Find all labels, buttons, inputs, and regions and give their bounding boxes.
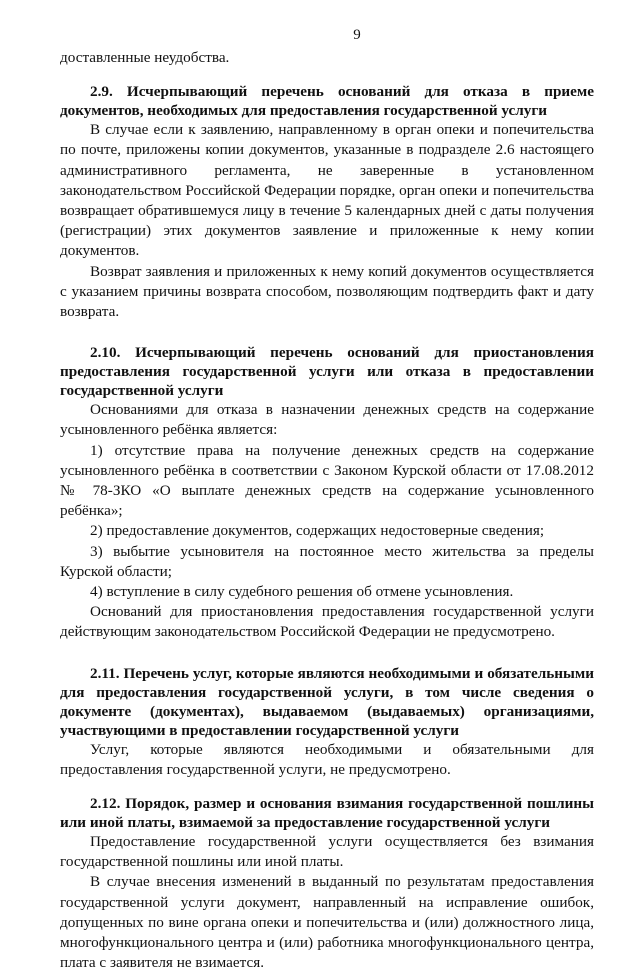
section-2-9 <box>60 82 594 322</box>
list-item: 1) отсутствие права на получение денежных средств на содержание усыновленного ребёнка в соответствии с Законом Курской области от 17.08.2012 № 78-ЗКО «О выплате денежных средств на содержание усыновленного ребёнка»; <box>60 441 594 520</box>
section-heading: 2.12. Порядок, размер и основания взимания государственной пошлины или иной платы, взимаемой за предоставление государственной услуги <box>60 795 594 832</box>
paragraph: Возврат заявления и приложенных к нему копий документов осуществляется с указанием причины возврата способом, позволяющим подтвердить факт и дату возврата. <box>60 262 594 321</box>
page-number: 9 <box>353 27 361 43</box>
paragraph: Услуг, которые являются необходимыми и обязательными для предоставления государственной услуги, не предусмотрено. <box>60 740 594 778</box>
section-heading: 2.10. Исчерпывающий перечень оснований для приостановления предоставления государственной услуги или отказа в предоставлении государственной услуги <box>60 344 594 400</box>
paragraph: Предоставление государственной услуги осуществляется без взимания государственной пошлины или иной платы. <box>60 833 594 871</box>
section-2-12 <box>60 794 594 973</box>
section-heading: 2.11. Перечень услуг, которые являются необходимыми и обязательными для предоставления государственной услуги, в том числе сведения о документе (документах), выдаваемом (выдаваемых) организациями, участвующими в предоставлении государственной услуги <box>60 664 594 739</box>
paragraph: В случае если к заявлению, направленному в орган опеки и попечительства по почте, приложены копии документов, указанные в подразделе 2.6 настоящего административного регламента, не заверенные в установленном законодательством Российской Федерации порядке, орган опеки и попечительства возвращает обратившемуся лицу в течение 5 календарных дней с даты получения (регистрации) этих документов заявление и приложенные к нему копии документов. <box>60 121 594 260</box>
intro-line: доставленные неудобства. <box>60 49 230 66</box>
paragraph: Оснований для приостановления предоставления государственной услуги действующим законодательством Российской Федерации не предусмотрено. <box>60 603 594 641</box>
paragraph: В случае внесения изменений в выданный по результатам предоставления государственной услуги документ, направленный на исправление ошибок, допущенных по вине органа опеки и попечительства и (или) должностного лица, многофункционального центра и (или) работника многофункционального центра, плата с заявителя не взимается. <box>60 873 594 972</box>
list-item: 4) вступление в силу судебного решения об отмене усыновления. <box>90 583 514 601</box>
section-heading: 2.9. Исчерпывающий перечень оснований для отказа в приеме документов, необходимых для предоставления государственной услуги <box>60 83 594 120</box>
section-2-10 <box>60 343 594 642</box>
paragraph: Основаниями для отказа в назначении денежных средств на содержание усыновленного ребёнка является: <box>60 401 594 439</box>
list-item: 3) выбытие усыновителя на постоянное место жительства за пределы Курской области; <box>60 542 594 580</box>
document-page <box>60 26 594 974</box>
section-2-11 <box>60 664 594 780</box>
list-item: 2) предоставление документов, содержащих недостоверные сведения; <box>90 522 545 540</box>
